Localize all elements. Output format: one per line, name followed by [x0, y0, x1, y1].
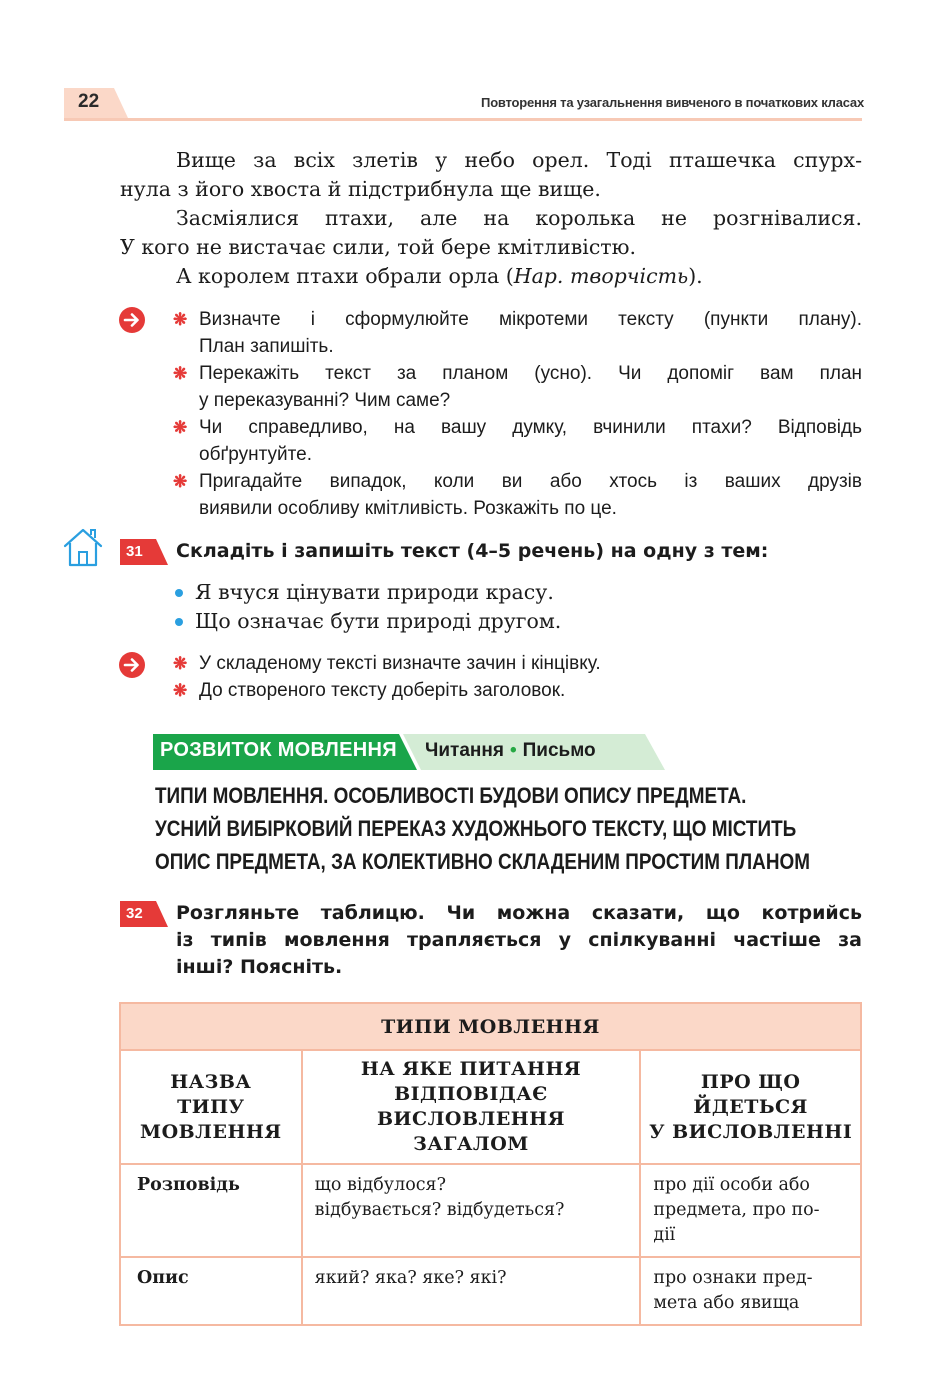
- task-item: ❋ Пригадайте випадок, коли ви або хтось із ваших друзів виявили особливу кмітливість. Розкажіть по це.: [173, 468, 862, 522]
- house-icon: [62, 526, 104, 568]
- exercise-text: Розгляньте таблицю. Чи можна сказати, що котрийсь із типів мовлення трапляється у спілкуванні частіше за інші? Поясніть.: [176, 902, 862, 978]
- asterisk-icon: ❋: [173, 310, 188, 329]
- story-line: нула з його хвоста й підстрибнула ще вище.: [120, 177, 601, 201]
- lesson-topic: [155, 779, 831, 878]
- story-line: А королем птахи обрали орла (Нар. творчість).: [176, 264, 703, 288]
- story-line: Засміялися птахи, але на королька не розгнівалися.: [176, 206, 862, 230]
- table-cell: Опис: [120, 1257, 302, 1325]
- table-row: [120, 1257, 861, 1325]
- table-cell: який? яка? яке? які?: [302, 1257, 641, 1325]
- page-number: 22: [78, 91, 100, 112]
- table-header: НА ЯКЕ ПИТАННЯ ВІДПОВІДАЄ ВИСЛОВЛЕННЯ ЗАГАЛОМ: [302, 1050, 641, 1164]
- task-item: ❋ Перекажіть текст за планом (усно). Чи допоміг вам план у переказуванні? Чим саме?: [173, 360, 862, 414]
- task-list: [173, 650, 862, 704]
- asterisk-icon: ❋: [173, 364, 188, 383]
- task-item: ❋ Визначте і сформулюйте мікротеми тексту (пункти плану). План запишіть.: [173, 306, 862, 360]
- bullet-dot: [175, 589, 183, 597]
- theme-item: Що означає бути природі другом.: [175, 607, 561, 636]
- asterisk-icon: ❋: [173, 418, 188, 437]
- section-subtitle: Читання • Письмо: [425, 740, 596, 761]
- asterisk-icon: ❋: [173, 681, 188, 700]
- topic-line: ОПИС ПРЕДМЕТА, ЗА КОЛЕКТИВНО СКЛАДЕНИМ ПРОСТИМ ПЛАНОМ: [155, 849, 810, 874]
- table-cell: про ознаки пред- мета або явища: [640, 1257, 861, 1325]
- source-note: Нар. творчість: [513, 264, 689, 288]
- topic-line: ТИПИ МОВЛЕННЯ. ОСОБЛИВОСТІ БУДОВИ ОПИСУ ПРЕДМЕТА.: [155, 783, 747, 808]
- table-caption: ТИПИ МОВЛЕННЯ: [120, 1003, 861, 1050]
- task-item: ❋ Чи справедливо, на вашу думку, вчинили птахи? Відповідь обґрунтуйте.: [173, 414, 862, 468]
- header-rule: [64, 118, 862, 121]
- bullet-dot: [175, 618, 183, 626]
- story-text: [120, 146, 862, 291]
- story-line: Вище за всіх злетів у небо орел. Тоді пташечка спурх-: [176, 148, 862, 172]
- task-item: ❋ До створеного тексту доберіть заголовок.: [173, 677, 862, 704]
- asterisk-icon: ❋: [173, 654, 188, 673]
- table-row: [120, 1164, 861, 1257]
- arrow-right-icon: [119, 652, 145, 678]
- story-line: У кого не вистачає сили, той бере кмітливістю.: [120, 235, 637, 259]
- bullet-dot: •: [509, 740, 517, 761]
- table-cell: що відбулося? відбувається? відбудеться?: [302, 1164, 641, 1257]
- table-header: НАЗВА ТИПУ МОВЛЕННЯ: [120, 1050, 302, 1164]
- task-item: ❋ У складеному тексті визначте зачин і кінцівку.: [173, 650, 862, 677]
- theme-item: Я вчуся цінувати природи красу.: [175, 578, 561, 607]
- running-title: Повторення та узагальнення вивченого в початкових класах: [481, 95, 864, 110]
- asterisk-icon: ❋: [173, 472, 188, 491]
- task-list: [173, 306, 862, 522]
- topic-line: УСНИЙ ВИБІРКОВИЙ ПЕРЕКАЗ ХУДОЖНЬОГО ТЕКСТУ, ЩО МІСТИТЬ: [155, 816, 797, 841]
- table-cell: про дії особи або предмета, про по- дії: [640, 1164, 861, 1257]
- speech-types-table: [119, 1002, 862, 1326]
- exercise-number: 32: [126, 905, 143, 922]
- exercise-text: Складіть і запишіть текст (4–5 речень) на одну з тем:: [176, 540, 769, 562]
- exercise-number: 31: [126, 543, 143, 560]
- arrow-right-icon: [119, 307, 145, 333]
- section-title: РОЗВИТОК МОВЛЕННЯ: [160, 739, 397, 761]
- theme-list: [175, 578, 561, 636]
- table-header: ПРО ЩО ЙДЕТЬСЯ У ВИСЛОВЛЕННІ: [640, 1050, 861, 1164]
- table-cell: Розповідь: [120, 1164, 302, 1257]
